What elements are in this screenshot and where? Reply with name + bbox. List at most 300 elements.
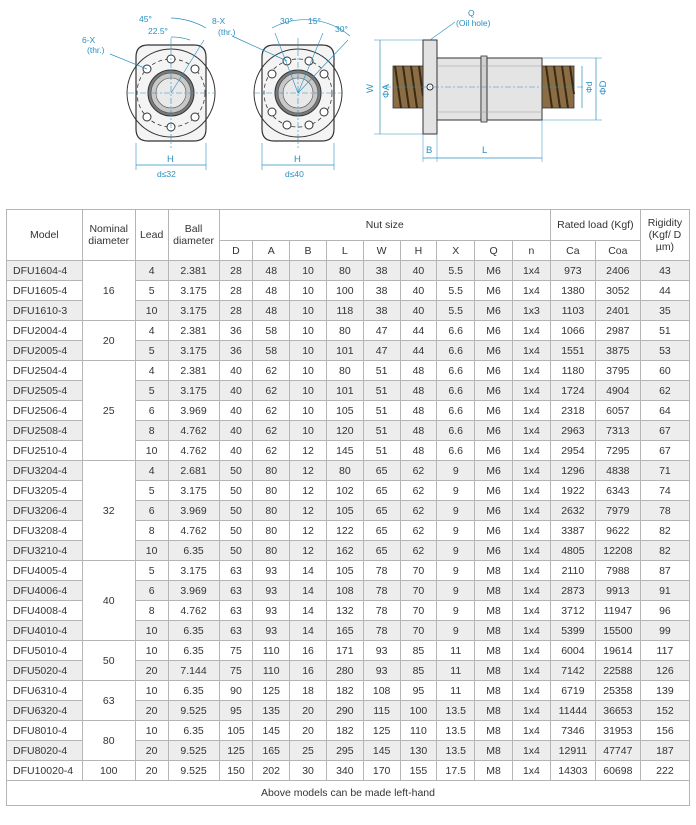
cell-rigidity: 78: [640, 501, 689, 521]
subheader-coa: Coa: [595, 241, 640, 261]
cell-n: 1x4: [512, 461, 550, 481]
cell-model: DFU8020-4: [7, 741, 83, 761]
cell-b: 12: [290, 521, 327, 541]
cell-d: 95: [219, 701, 253, 721]
cell-h: 95: [400, 681, 437, 701]
cell-x: 6.6: [437, 361, 475, 381]
cell-w: 65: [363, 521, 400, 541]
cell-w: 38: [363, 261, 400, 281]
cell-x: 9: [437, 561, 475, 581]
cell-model: DFU5010-4: [7, 641, 83, 661]
table-row: [7, 361, 690, 381]
cell-b: 10: [290, 281, 327, 301]
cell-l: 340: [326, 761, 363, 781]
cell-rigidity: 67: [640, 421, 689, 441]
cell-coa: 7313: [595, 421, 640, 441]
cell-ball: 3.175: [168, 561, 219, 581]
cell-d: 75: [219, 641, 253, 661]
cell-w: 38: [363, 301, 400, 321]
cell-w: 51: [363, 381, 400, 401]
cell-n: 1x4: [512, 381, 550, 401]
cell-n: 1x4: [512, 321, 550, 341]
cell-n: 1x4: [512, 641, 550, 661]
oil-hole-label: (Oil hole): [456, 18, 491, 28]
cell-a: 93: [253, 581, 290, 601]
cell-n: 1x4: [512, 481, 550, 501]
subheader-h: H: [400, 241, 437, 261]
cell-ball: 2.381: [168, 321, 219, 341]
cell-lead: 5: [135, 341, 168, 361]
subheader-n: n: [512, 241, 550, 261]
cell-q: M6: [475, 441, 513, 461]
cell-x: 11: [437, 661, 475, 681]
cell-rigidity: 67: [640, 441, 689, 461]
cell-lead: 5: [135, 281, 168, 301]
cell-a: 93: [253, 601, 290, 621]
cell-nominal-diameter: 20: [82, 321, 135, 361]
cell-q: M6: [475, 521, 513, 541]
cell-h: 40: [400, 281, 437, 301]
cell-lead: 6: [135, 501, 168, 521]
cell-a: 48: [253, 281, 290, 301]
cell-b: 20: [290, 701, 327, 721]
cell-model: DFU4008-4: [7, 601, 83, 621]
cell-rigidity: 126: [640, 661, 689, 681]
hole-count-label: 6-X: [82, 35, 96, 45]
cell-rigidity: 43: [640, 261, 689, 281]
cell-lead: 20: [135, 761, 168, 781]
cell-b: 14: [290, 621, 327, 641]
cell-b: 12: [290, 501, 327, 521]
cell-x: 9: [437, 541, 475, 561]
cell-q: M6: [475, 541, 513, 561]
phi-a-label: ΦA: [381, 84, 392, 98]
cell-model: DFU3208-4: [7, 521, 83, 541]
cell-ball: 4.762: [168, 421, 219, 441]
cell-lead: 20: [135, 661, 168, 681]
cell-d: 40: [219, 401, 253, 421]
d-limit-label-8: d≤40: [285, 169, 304, 179]
cell-h: 62: [400, 541, 437, 561]
cell-h: 70: [400, 561, 437, 581]
cell-coa: 25358: [595, 681, 640, 701]
cell-n: 1x4: [512, 581, 550, 601]
cell-coa: 4904: [595, 381, 640, 401]
cell-q: M8: [475, 601, 513, 621]
angle-15-label: 15°: [308, 16, 321, 26]
cell-l: 102: [326, 481, 363, 501]
cell-model: DFU3206-4: [7, 501, 83, 521]
cell-ball: 6.35: [168, 621, 219, 641]
cell-a: 202: [253, 761, 290, 781]
cell-h: 48: [400, 361, 437, 381]
cell-rigidity: 99: [640, 621, 689, 641]
flange-front-view-6-hole: [82, 14, 215, 179]
cell-model: DFU2510-4: [7, 441, 83, 461]
cell-h: 48: [400, 441, 437, 461]
cell-n: 1x4: [512, 721, 550, 741]
cell-coa: 3795: [595, 361, 640, 381]
cell-ball: 3.969: [168, 401, 219, 421]
cell-q: M8: [475, 581, 513, 601]
cell-rigidity: 64: [640, 401, 689, 421]
cell-rigidity: 62: [640, 381, 689, 401]
cell-ca: 14303: [550, 761, 595, 781]
cell-a: 62: [253, 401, 290, 421]
cell-coa: 9622: [595, 521, 640, 541]
cell-q: M6: [475, 421, 513, 441]
cell-x: 11: [437, 641, 475, 661]
h-dimension-label: H: [167, 154, 174, 165]
cell-d: 63: [219, 581, 253, 601]
cell-x: 6.6: [437, 381, 475, 401]
cell-ball: 3.175: [168, 481, 219, 501]
cell-x: 6.6: [437, 341, 475, 361]
cell-lead: 4: [135, 361, 168, 381]
cell-q: M6: [475, 501, 513, 521]
cell-ca: 3712: [550, 601, 595, 621]
cell-b: 14: [290, 601, 327, 621]
cell-model: DFU1610-3: [7, 301, 83, 321]
cell-coa: 2987: [595, 321, 640, 341]
cell-d: 28: [219, 261, 253, 281]
cell-model: DFU2506-4: [7, 401, 83, 421]
cell-rigidity: 71: [640, 461, 689, 481]
cell-l: 118: [326, 301, 363, 321]
cell-l: 80: [326, 461, 363, 481]
cell-n: 1x4: [512, 541, 550, 561]
cell-ca: 12911: [550, 741, 595, 761]
technical-drawing: [0, 0, 696, 200]
cell-lead: 4: [135, 261, 168, 281]
cell-ball: 3.175: [168, 341, 219, 361]
cell-model: DFU8010-4: [7, 721, 83, 741]
cell-model: DFU4006-4: [7, 581, 83, 601]
subheader-l: L: [326, 241, 363, 261]
cell-h: 70: [400, 581, 437, 601]
table-body: [7, 261, 690, 781]
l-label: L: [482, 145, 488, 156]
cell-q: M8: [475, 681, 513, 701]
cell-nominal-diameter: 63: [82, 681, 135, 721]
cell-lead: 5: [135, 561, 168, 581]
cell-ball: 2.381: [168, 261, 219, 281]
cell-x: 6.6: [437, 441, 475, 461]
cell-d: 50: [219, 461, 253, 481]
angle-22-5-label: 22.5°: [148, 26, 168, 36]
spec-table: [6, 209, 690, 806]
cell-a: 62: [253, 441, 290, 461]
cell-l: 105: [326, 561, 363, 581]
cell-b: 20: [290, 721, 327, 741]
footer-note: Above models can be made left-hand: [7, 781, 690, 806]
cell-l: 105: [326, 501, 363, 521]
cell-coa: 2406: [595, 261, 640, 281]
cell-a: 62: [253, 421, 290, 441]
cell-a: 62: [253, 381, 290, 401]
cell-rigidity: 53: [640, 341, 689, 361]
cell-d: 63: [219, 561, 253, 581]
cell-model: DFU2005-4: [7, 341, 83, 361]
cell-q: M6: [475, 381, 513, 401]
cell-ball: 6.35: [168, 681, 219, 701]
cell-coa: 9913: [595, 581, 640, 601]
cell-b: 10: [290, 321, 327, 341]
cell-l: 295: [326, 741, 363, 761]
cell-ca: 1180: [550, 361, 595, 381]
d-limit-label: d≤32: [157, 169, 176, 179]
cell-b: 12: [290, 441, 327, 461]
q-label: Q: [468, 8, 475, 18]
cell-rigidity: 187: [640, 741, 689, 761]
cell-n: 1x4: [512, 401, 550, 421]
cell-d: 75: [219, 661, 253, 681]
cell-a: 80: [253, 461, 290, 481]
cell-x: 6.6: [437, 321, 475, 341]
cell-l: 120: [326, 421, 363, 441]
cell-rigidity: 87: [640, 561, 689, 581]
cell-h: 44: [400, 321, 437, 341]
cell-q: M8: [475, 621, 513, 641]
cell-ball: 4.762: [168, 521, 219, 541]
cell-ca: 2873: [550, 581, 595, 601]
header-model: Model: [7, 210, 83, 261]
cell-h: 40: [400, 301, 437, 321]
cell-model: DFU4010-4: [7, 621, 83, 641]
cell-h: 85: [400, 641, 437, 661]
cell-l: 100: [326, 281, 363, 301]
cell-l: 171: [326, 641, 363, 661]
cell-q: M6: [475, 301, 513, 321]
cell-w: 38: [363, 281, 400, 301]
cell-coa: 36653: [595, 701, 640, 721]
subheader-x: X: [437, 241, 475, 261]
cell-b: 14: [290, 581, 327, 601]
subheader-b: B: [290, 241, 327, 261]
cell-b: 14: [290, 561, 327, 581]
cell-coa: 11947: [595, 601, 640, 621]
cell-b: 30: [290, 761, 327, 781]
cell-w: 78: [363, 621, 400, 641]
cell-d: 28: [219, 281, 253, 301]
cell-n: 1x4: [512, 761, 550, 781]
cell-w: 115: [363, 701, 400, 721]
cell-ball: 3.969: [168, 501, 219, 521]
cell-model: DFU2508-4: [7, 421, 83, 441]
cell-h: 44: [400, 341, 437, 361]
cell-h: 70: [400, 621, 437, 641]
cell-n: 1x4: [512, 441, 550, 461]
cell-lead: 8: [135, 421, 168, 441]
cell-b: 10: [290, 421, 327, 441]
table-row: [7, 461, 690, 481]
cell-ball: 2.681: [168, 461, 219, 481]
cell-lead: 20: [135, 741, 168, 761]
cell-l: 101: [326, 381, 363, 401]
cell-d: 40: [219, 441, 253, 461]
cell-coa: 6343: [595, 481, 640, 501]
cell-w: 170: [363, 761, 400, 781]
cell-nominal-diameter: 40: [82, 561, 135, 641]
cell-model: DFU3210-4: [7, 541, 83, 561]
cell-q: M8: [475, 701, 513, 721]
cell-q: M8: [475, 641, 513, 661]
cell-model: DFU2504-4: [7, 361, 83, 381]
cell-a: 48: [253, 301, 290, 321]
cell-x: 9: [437, 481, 475, 501]
cell-d: 63: [219, 621, 253, 641]
cell-a: 125: [253, 681, 290, 701]
cell-n: 1x4: [512, 621, 550, 641]
cell-model: DFU3204-4: [7, 461, 83, 481]
cell-n: 1x4: [512, 341, 550, 361]
cell-ca: 1066: [550, 321, 595, 341]
cell-rigidity: 96: [640, 601, 689, 621]
cell-lead: 20: [135, 701, 168, 721]
cell-ball: 7.144: [168, 661, 219, 681]
cell-lead: 10: [135, 441, 168, 461]
cell-l: 101: [326, 341, 363, 361]
cell-l: 182: [326, 721, 363, 741]
cell-a: 58: [253, 341, 290, 361]
cell-b: 18: [290, 681, 327, 701]
cell-coa: 15500: [595, 621, 640, 641]
cell-h: 155: [400, 761, 437, 781]
cell-x: 5.5: [437, 301, 475, 321]
cell-lead: 10: [135, 641, 168, 661]
cell-x: 17.5: [437, 761, 475, 781]
cell-lead: 10: [135, 721, 168, 741]
cell-n: 1x4: [512, 521, 550, 541]
cell-ca: 7142: [550, 661, 595, 681]
header-ball-diameter: Ball diameter: [168, 210, 219, 261]
cell-w: 47: [363, 321, 400, 341]
cell-nominal-diameter: 32: [82, 461, 135, 561]
cell-nominal-diameter: 50: [82, 641, 135, 681]
cell-nominal-diameter: 16: [82, 261, 135, 321]
cell-l: 80: [326, 261, 363, 281]
cell-ca: 973: [550, 261, 595, 281]
cell-n: 1x4: [512, 681, 550, 701]
cell-l: 108: [326, 581, 363, 601]
cell-n: 1x4: [512, 561, 550, 581]
cell-coa: 2401: [595, 301, 640, 321]
flange-front-view-8-hole: [212, 16, 350, 179]
cell-ca: 1380: [550, 281, 595, 301]
cell-b: 12: [290, 461, 327, 481]
cell-model: DFU2004-4: [7, 321, 83, 341]
cell-w: 65: [363, 541, 400, 561]
cell-ball: 6.35: [168, 541, 219, 561]
cell-ca: 2954: [550, 441, 595, 461]
cell-rigidity: 117: [640, 641, 689, 661]
cell-lead: 5: [135, 381, 168, 401]
cell-coa: 3052: [595, 281, 640, 301]
cell-b: 10: [290, 261, 327, 281]
cell-model: DFU2505-4: [7, 381, 83, 401]
cell-q: M6: [475, 341, 513, 361]
cell-a: 80: [253, 481, 290, 501]
cell-ca: 2632: [550, 501, 595, 521]
subheader-d: D: [219, 241, 253, 261]
cell-h: 62: [400, 521, 437, 541]
cell-lead: 10: [135, 301, 168, 321]
cell-n: 1x4: [512, 661, 550, 681]
table-row: [7, 681, 690, 701]
cell-lead: 8: [135, 601, 168, 621]
cell-rigidity: 51: [640, 321, 689, 341]
h-dimension-label-8: H: [294, 154, 301, 165]
cell-ca: 2110: [550, 561, 595, 581]
cell-a: 135: [253, 701, 290, 721]
cell-model: DFU4005-4: [7, 561, 83, 581]
cell-l: 80: [326, 361, 363, 381]
cell-d: 36: [219, 341, 253, 361]
cell-model: DFU10020-4: [7, 761, 83, 781]
cell-model: DFU6310-4: [7, 681, 83, 701]
cell-ca: 2318: [550, 401, 595, 421]
cell-d: 50: [219, 521, 253, 541]
cell-a: 80: [253, 541, 290, 561]
cell-ca: 6719: [550, 681, 595, 701]
cell-h: 110: [400, 721, 437, 741]
cell-n: 1x4: [512, 501, 550, 521]
cell-ca: 1551: [550, 341, 595, 361]
cell-d: 40: [219, 381, 253, 401]
cell-b: 16: [290, 661, 327, 681]
cell-q: M8: [475, 721, 513, 741]
cell-w: 51: [363, 421, 400, 441]
cell-ball: 6.35: [168, 641, 219, 661]
cell-coa: 22588: [595, 661, 640, 681]
nut-side-view: [365, 8, 609, 162]
table-row: [7, 561, 690, 581]
cell-q: M6: [475, 261, 513, 281]
header-rated-load: Rated load (Kgf): [550, 210, 640, 241]
header-nominal-diameter: Nominal diameter: [82, 210, 135, 261]
cell-ca: 1922: [550, 481, 595, 501]
cell-d: 50: [219, 541, 253, 561]
cell-l: 105: [326, 401, 363, 421]
cell-a: 110: [253, 661, 290, 681]
cell-w: 65: [363, 461, 400, 481]
cell-rigidity: 152: [640, 701, 689, 721]
cell-d: 63: [219, 601, 253, 621]
cell-h: 40: [400, 261, 437, 281]
cell-ball: 3.969: [168, 581, 219, 601]
cell-l: 290: [326, 701, 363, 721]
cell-x: 9: [437, 601, 475, 621]
cell-nominal-diameter: 100: [82, 761, 135, 781]
cell-q: M6: [475, 481, 513, 501]
cell-b: 16: [290, 641, 327, 661]
cell-coa: 7979: [595, 501, 640, 521]
cell-q: M8: [475, 741, 513, 761]
cell-rigidity: 156: [640, 721, 689, 741]
cell-d: 105: [219, 721, 253, 741]
table-row: [7, 321, 690, 341]
cell-ball: 6.35: [168, 721, 219, 741]
cell-h: 85: [400, 661, 437, 681]
angle-45-label: 45°: [139, 14, 152, 24]
cell-nominal-diameter: 80: [82, 721, 135, 761]
cell-model: DFU6320-4: [7, 701, 83, 721]
cell-ball: 3.175: [168, 301, 219, 321]
cell-n: 1x4: [512, 421, 550, 441]
cell-lead: 8: [135, 521, 168, 541]
cell-b: 10: [290, 361, 327, 381]
table-row: [7, 721, 690, 741]
